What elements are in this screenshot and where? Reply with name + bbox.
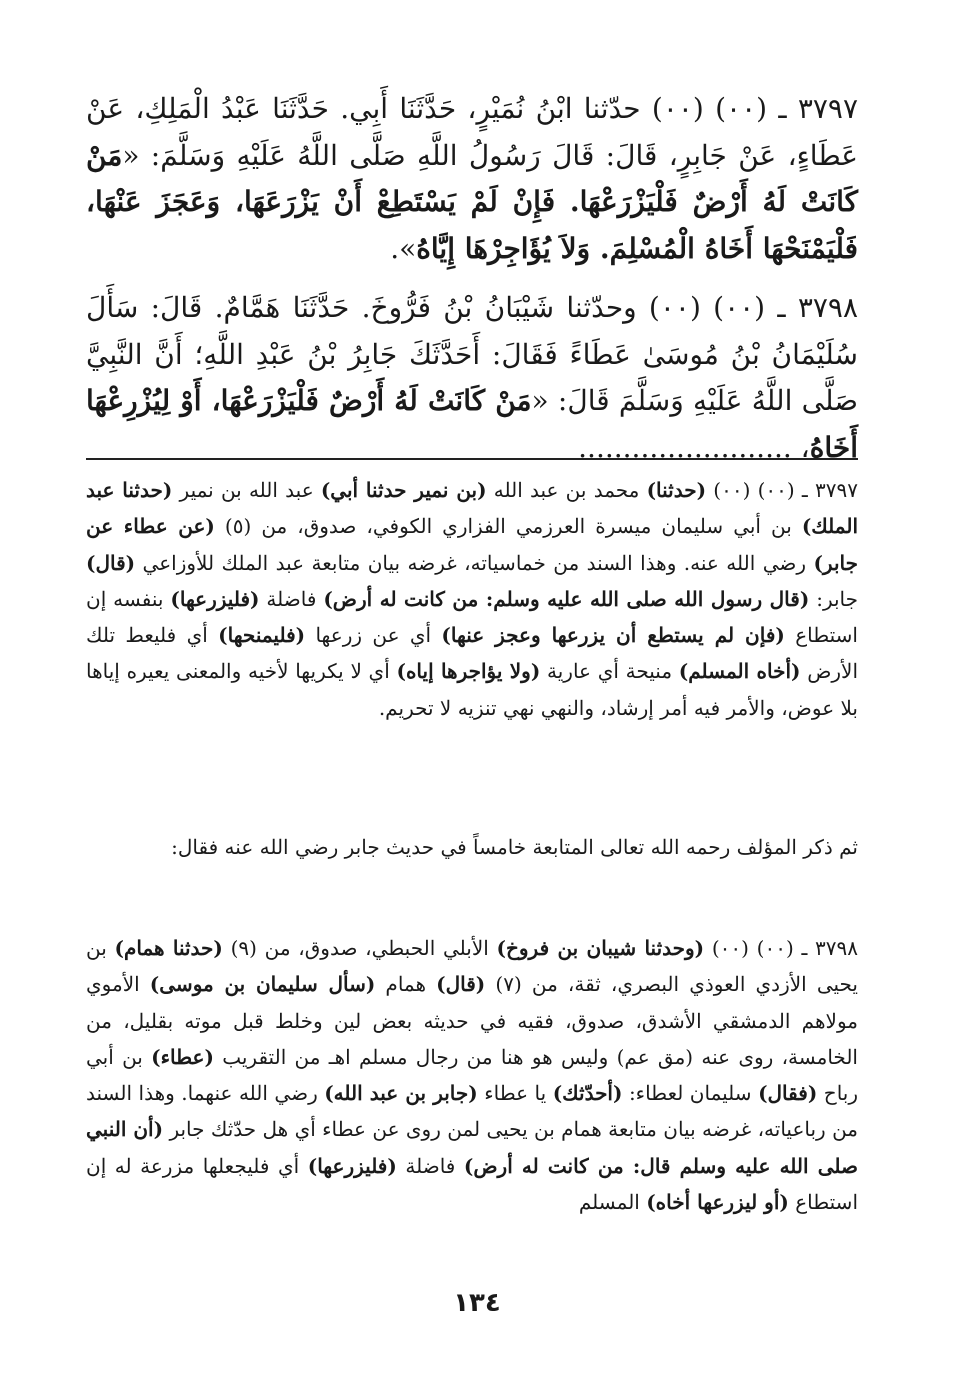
- section-divider: [86, 458, 858, 460]
- commentary-text: الأبلي الحبطي، صدوق، من (٩): [222, 936, 497, 960]
- commentary-quote: (أحدّثك): [552, 1081, 623, 1106]
- commentary-quote: (فليزرعها): [170, 586, 260, 611]
- hadith-matn: مَنْ كَانَتْ لَهُ أَرْضٌ فَلْيَزْرَعْهَا. فَإِنْ لَمْ يَسْتَطِعْ أَنْ يَزْرَعَهَا، وَعَجَزَ عَنْهَا، فَلْيَمْنَحْهَا أَخَاهُ الْمُسْلِمَ. وَلاَ يُؤَاجِرْهَا إِيَّاهُ: [86, 138, 858, 265]
- commentary-quote: (جابر بن عبد الله): [324, 1081, 478, 1106]
- commentary-text: بن أبي رباح: [86, 1044, 859, 1106]
- transition-note: ثم ذكر المؤلف رحمه الله تعالى المتابعة خامساً في حديث جابر رضي الله عنه فقال:: [171, 835, 858, 859]
- hadith-isnad: ٣٧٩٨ ـ (٠٠) (٠٠) وحدّثنا شَيْبَانُ بْنُ فَرُّوخَ. حَدَّثَنَا هَمَّامٌ. قَالَ: سَأَلَ سُلَيْمَانُ بْنُ مُوسَىٰ عَطَاءً فَقَالَ: أَحَدَّثَكَ جَابِرُ بْنُ عَبْدِ اللَّهِ؛ أَنَّ النَّبِيَّ صَلَّى اللَّهُ عَلَيْهِ وَسَلَّمَ قَالَ: «: [86, 291, 859, 417]
- commentary-3798: [86, 930, 858, 1220]
- commentary-text: ٣٧٩٨ ـ (٠٠) (٠٠): [704, 936, 858, 960]
- commentary-text: جابر:: [809, 586, 859, 611]
- commentary-quote: (قال): [86, 550, 136, 575]
- commentary-text: أي فليجعلها مزرعة له إن استطاع: [86, 1153, 858, 1215]
- commentary-text: أي لا يكريها لأخيه والمعنى يعيره إياها بلا عوض، والأمر فيه أمر إرشاد، والنهي نهي تنزيه لا تحريم.: [86, 659, 858, 720]
- commentary-quote: (حدثنا عبد الملك): [86, 478, 858, 539]
- commentary-text: محمد بن عبد الله: [486, 478, 647, 502]
- commentary-text: سليمان لعطاء:: [622, 1081, 759, 1106]
- commentary-text: عبد الله بن نمير: [172, 478, 321, 502]
- commentary-text: المسلم: [578, 1190, 647, 1215]
- commentary-text: ٣٧٩٧ ـ (٠٠) (٠٠): [706, 478, 858, 502]
- hadith-3797-text: [86, 86, 858, 272]
- commentary-quote: (قال رسول الله صلى الله عليه وسلم: من كانت له أرض): [323, 586, 810, 611]
- hadith-3798-text: [86, 285, 858, 471]
- commentary-quote: (بن نمير حدثنا أبي): [320, 478, 487, 502]
- commentary-text: فاضلة: [396, 1153, 464, 1178]
- hadith-isnad: ٣٧٩٧ ـ (٠٠) (٠٠) حدّثنا ابْنُ نُمَيْرٍ، حَدَّثَنَا أَبِي. حَدَّثَنَا عَبْدُ الْمَلِكِ، عَنْ عَطَاءٍ، عَنْ جَابِرٍ، قَالَ: قَالَ رَسُولُ اللَّهِ صَلَّى اللَّهُ عَلَيْهِ وَسَلَّمَ: «: [86, 92, 858, 172]
- commentary-quote: (حدثنا): [646, 478, 707, 502]
- hadith-matn: مَنْ كَانَتْ لَهُ أَرْضٌ فَلْيَزْرَعْهَا، أَوْ لِيُزْرِعْهَا أَخَاهُ: [86, 384, 858, 464]
- commentary-quote: (أو ليزرعها أخاه): [646, 1190, 789, 1215]
- commentary-quote: (وحدثنا شيبان بن فروخ): [496, 936, 705, 960]
- commentary-quote: (ولا يؤاجرها إياه): [396, 659, 541, 684]
- commentary-text: منيحة أي عارية: [540, 659, 679, 684]
- commentary-text: فاضلة: [259, 586, 324, 611]
- page-number: ١٣٤: [453, 1288, 501, 1318]
- commentary-quote: (حدثنا همام): [114, 936, 223, 960]
- commentary-text: بنفسه إن استطاع: [86, 586, 858, 648]
- commentary-text: أي عن زرعها: [305, 623, 442, 648]
- commentary-3797: [86, 472, 858, 726]
- commentary-quote: (فقال): [758, 1081, 818, 1106]
- commentary-text: بن أبي سليمان ميسرة العرزمي الفزاري الكوفي، صدوق، من (٥): [214, 514, 802, 539]
- commentary-text: أي فليعط تلك الأرض: [86, 623, 858, 684]
- commentary-text: رضي الله عنه. وهذا السند من خماسياته، غرضه بيان متابعة عبد الملك للأوزاعي: [135, 550, 814, 575]
- commentary-quote: (أخاه المسلم): [678, 659, 801, 684]
- commentary-text: الأموي مولاهم الدمشقي الأشدق، صدوق، فقيه في حديثه بعض لين وخلط قبل موته بقليل، من الخامسة، روى عنه (مق عم) وليس هو هنا من رجال مسلم اهـ من التقريب: [86, 972, 858, 1069]
- commentary-quote: (فليمنحها): [218, 623, 306, 648]
- commentary-text: همام: [375, 972, 437, 997]
- hadith-closing: ، ........................: [578, 430, 810, 464]
- commentary-quote: (أن النبي صلى الله عليه وسلم قال: من كانت له أرض): [86, 1117, 858, 1178]
- commentary-quote: (عطاء): [151, 1044, 214, 1069]
- hadith-closing: ».: [390, 231, 417, 265]
- commentary-text: يا عطاء: [477, 1081, 553, 1106]
- commentary-text: رضي الله عنهما. وهذا السند من رباعياته، غرضه بيان متابعة همام بن يحيى لمن روى عن عطاء أي هل حدّثك جابر: [86, 1081, 859, 1142]
- commentary-quote: (فليزرعها): [307, 1153, 397, 1178]
- commentary-quote: (عن عطاء عن جابر): [86, 514, 858, 575]
- commentary-text: بن يحيى الأزدي العوذي البصري، ثقة، من (٧): [86, 936, 858, 997]
- commentary-quote: (فإن لم يستطع أن يزرعها وعجز عنها): [441, 623, 785, 648]
- commentary-quote: (سأل سليمان بن موسى): [149, 972, 376, 997]
- commentary-quote: (قال): [436, 972, 486, 997]
